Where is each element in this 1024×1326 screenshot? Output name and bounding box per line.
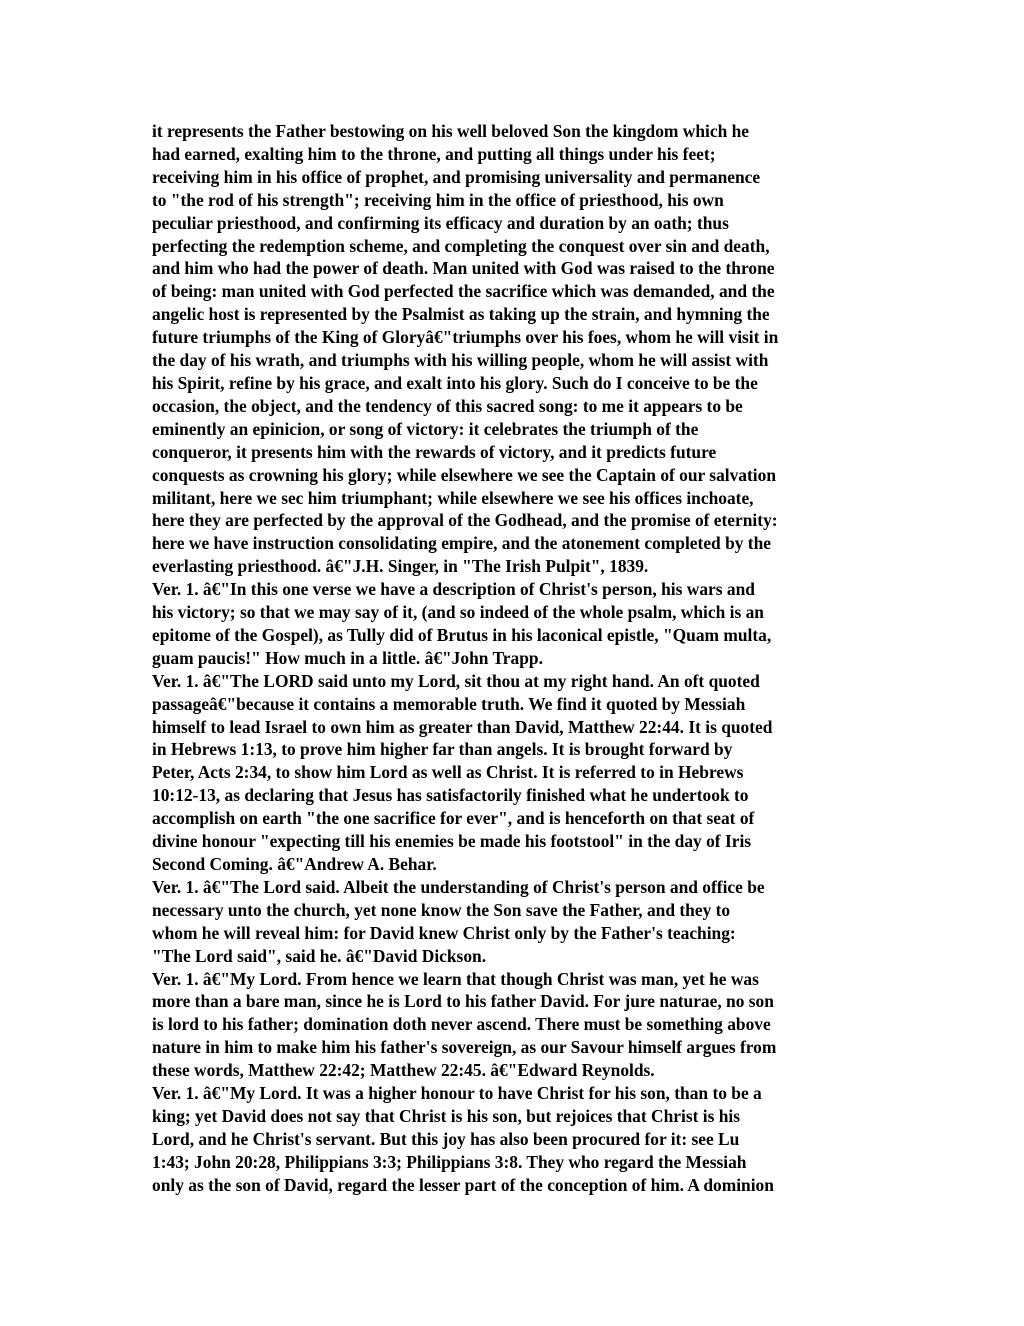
text-line: here we have instruction consolidating empire, and the atonement completed by the [152, 533, 772, 554]
text-line: had earned, exalting him to the throne, and putting all things under his feet; [152, 143, 716, 164]
text-line: epitome of the Gospel), as Tully did of Brutus in his laconical epistle, "Quam multa, [152, 624, 772, 645]
text-line: Ver. 1. â€"My Lord. From hence we learn that though Christ was man, yet he was [152, 968, 759, 989]
text-line: Lord, and he Christ's servant. But this joy has also been procured for it: see Lu [152, 1128, 740, 1149]
text-line: nature in him to make him his father's sovereign, as our Savour himself argues from [152, 1037, 777, 1058]
text-line: whom he will reveal him: for David knew Christ only by the Father's teaching: [152, 922, 736, 943]
text-line: Ver. 1. â€"In this one verse we have a description of Christ's person, his wars and [152, 579, 755, 600]
text-line: in Hebrews 1:13, to prove him higher far than angels. It is brought forward by [152, 739, 733, 760]
text-line: "The Lord said", said he. â€"David Dickson. [152, 945, 487, 966]
text-line: more than a bare man, since he is Lord to his father David. For jure naturae, no son [152, 991, 774, 1012]
text-line: these words, Matthew 22:42; Matthew 22:45. â€"Edward Reynolds. [152, 1060, 655, 1081]
text-line: necessary unto the church, yet none know the Son save the Father, and they to [152, 899, 731, 920]
text-line: passageâ€"because it contains a memorable truth. We find it quoted by Messiah [152, 693, 746, 714]
text-line: his Spirit, refine by his grace, and exalt into his glory. Such do I conceive to be the [152, 372, 758, 393]
text-line: accomplish on earth "the one sacrifice for ever", and is henceforth on that seat of [152, 808, 755, 829]
text-line: divine honour "expecting till his enemies be made his footstool" in the day of Iris [152, 831, 752, 852]
text-line: occasion, the object, and the tendency of this sacred song: to me it appears to be [152, 395, 743, 416]
text-line: receiving him in his office of prophet, and promising universality and permanence [152, 166, 761, 187]
text-line: Ver. 1. â€"The LORD said unto my Lord, sit thou at my right hand. An oft quoted [152, 670, 760, 691]
text-line: Second Coming. â€"Andrew A. Behar. [152, 854, 437, 874]
text-line: king; yet David does not say that Christ is his son, but rejoices that Christ is his [152, 1105, 741, 1126]
text-line: perfecting the redemption scheme, and completing the conquest over sin and death, [152, 235, 770, 256]
text-line: here they are perfected by the approval of the Godhead, and the promise of eternity: [152, 510, 778, 531]
text-line: Peter, Acts 2:34, to show him Lord as well as Christ. It is referred to in Hebrews [152, 762, 744, 783]
text-line: Ver. 1. â€"The Lord said. Albeit the understanding of Christ's person and office be [152, 876, 765, 897]
text-line: the day of his wrath, and triumphs with his willing people, whom he will assist with [152, 350, 769, 371]
text-line: conqueror, it presents him with the rewards of victory, and it predicts future [152, 441, 717, 462]
text-line: conquests as crowning his glory; while elsewhere we see the Captain of our salvation [152, 464, 777, 485]
text-line: himself to lead Israel to own him as greater than David, Matthew 22:44. It is quoted [152, 716, 773, 737]
text-line: eminently an epinicion, or song of victory: it celebrates the triumph of the [152, 418, 699, 439]
text-line: to "the rod of his strength"; receiving him in the office of priesthood, his own [152, 189, 724, 210]
text-line: guam paucis!" How much in a little. â€"John Trapp. [152, 647, 543, 668]
body-text [152, 120, 882, 1197]
text-line: peculiar priesthood, and confirming its efficacy and duration by an oath; thus [152, 212, 729, 233]
text-line: only as the son of David, regard the lesser part of the conception of him. A dominion [152, 1174, 774, 1195]
text-line: his victory; so that we may say of it, (and so indeed of the whole psalm, which is an [152, 602, 764, 623]
text-line: is lord to his father; domination doth never ascend. There must be something above [152, 1014, 771, 1035]
text-line: future triumphs of the King of Gloryâ€"triumphs over his foes, whom he will visit in [152, 327, 779, 348]
text-line: militant, here we sec him triumphant; while elsewhere we see his offices inchoate, [152, 487, 754, 508]
text-line: it represents the Father bestowing on his well beloved Son the kingdom which he [152, 121, 749, 141]
text-line: and him who had the power of death. Man united with God was raised to the throne [152, 258, 775, 279]
document-page [152, 120, 882, 1197]
text-line: everlasting priesthood. â€"J.H. Singer, in "The Irish Pulpit", 1839. [152, 556, 649, 577]
text-line: 1:43; John 20:28, Philippians 3:3; Philippians 3:8. They who regard the Messiah [152, 1151, 747, 1172]
text-line: Ver. 1. â€"My Lord. It was a higher honour to have Christ for his son, than to be a [152, 1083, 762, 1104]
text-line: angelic host is represented by the Psalmist as taking up the strain, and hymning the [152, 304, 770, 325]
text-line: 10:12-13, as declaring that Jesus has satisfactorily finished what he undertook to [152, 785, 749, 806]
text-line: of being: man united with God perfected the sacrifice which was demanded, and the [152, 281, 775, 302]
